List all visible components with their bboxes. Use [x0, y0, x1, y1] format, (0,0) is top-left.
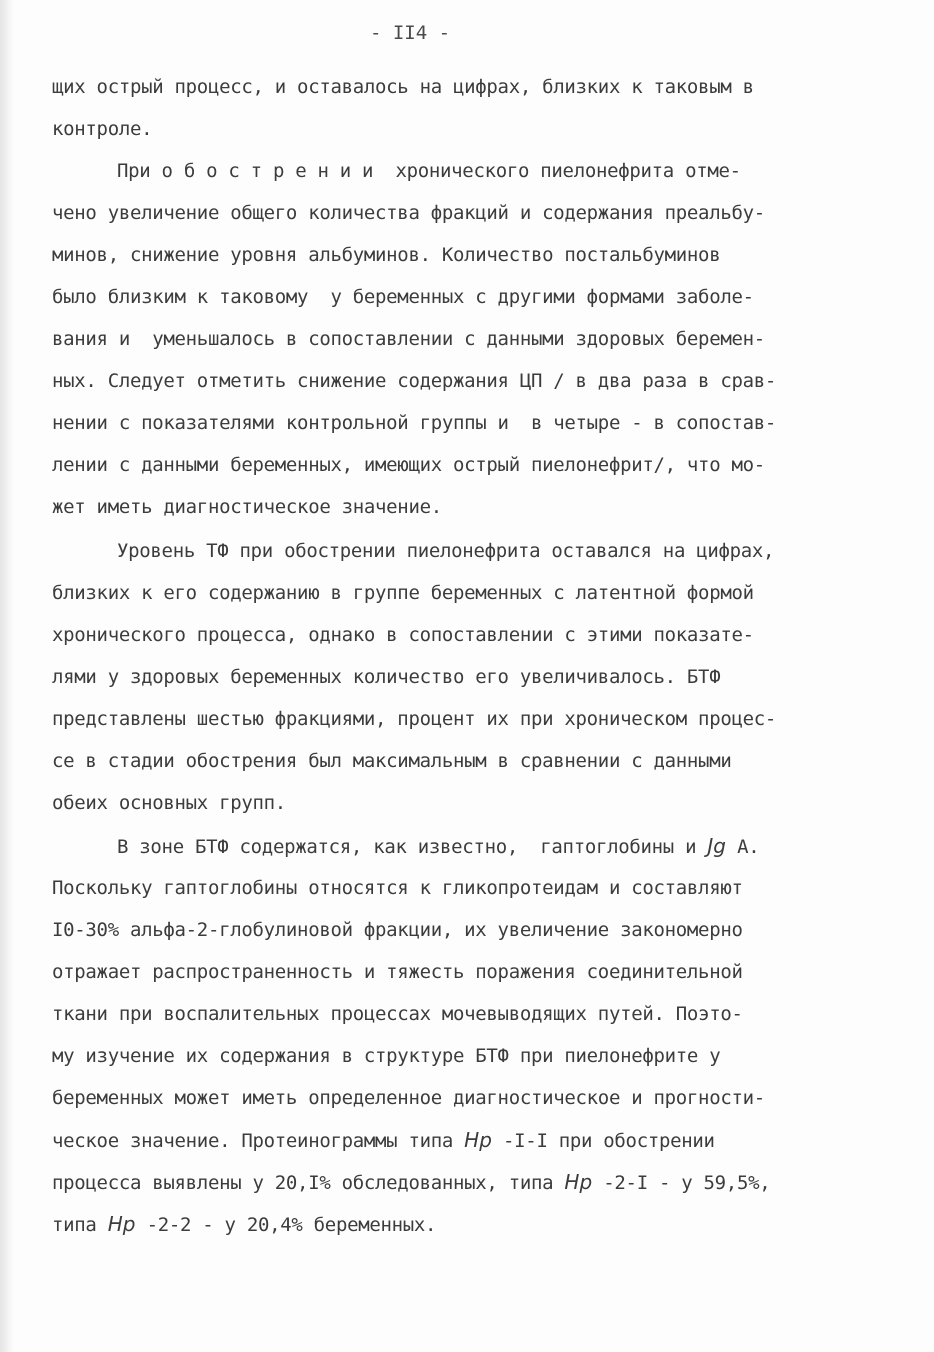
text-line: ческое значение. Протеинограммы типа Hp -I-I при обострении	[52, 1128, 715, 1152]
text-line: вания и уменьшалось в сопоставлении с данными здоровых беремен-	[52, 328, 765, 350]
text-line: минов, снижение уровня альбуминов. Количество постальбуминов	[52, 244, 721, 266]
text-line: ткани при воспалительных процессах мочевыводящих путей. Поэто-	[52, 1003, 743, 1025]
text-line: хронического процесса, однако в сопоставлении с этими показате-	[52, 624, 754, 646]
paragraph-first-line: При о б о с т р е н и и хронического пиелонефрита отме-	[117, 160, 741, 182]
text-line: типа Hp -2-2 - у 20,4% беременных.	[52, 1212, 437, 1236]
text-line: близких к его содержанию в группе беременных с латентной формой	[52, 582, 754, 604]
text-line: было близким к таковому у беременных с другими формами заболе-	[52, 286, 754, 308]
text-line: лении с данными беременных, имеющих острый пиелонефрит/, что мо-	[52, 454, 765, 476]
text-line: процесса выявлены у 20,I% обследованных, типа Hp -2-I - у 59,5%,	[52, 1170, 771, 1194]
paragraph-first-line: В зоне БТФ содержатся, как известно, гаптоглобины и Jg А.	[117, 834, 760, 858]
italic-abbreviation: Jg	[707, 834, 726, 858]
text-line: отражает распространенность и тяжесть поражения соединительной	[52, 961, 743, 983]
text-line: представлены шестью фракциями, процент их при хроническом процес-	[52, 708, 777, 730]
paragraph-first-line: Уровень ТФ при обострении пиелонефрита оставался на цифрах,	[117, 540, 775, 562]
page-left-edge	[0, 0, 14, 1352]
text-line: щих острый процесс, и оставалось на цифрах, близких к таковым в	[52, 76, 754, 98]
text-line: нении с показателями контрольной группы и в четыре - в сопостав-	[52, 412, 777, 434]
italic-abbreviation: Hp	[564, 1170, 593, 1194]
text-line: обеих основных групп.	[52, 792, 286, 814]
text-line: ных. Следует отметить снижение содержания ЦП / в два раза в срав-	[52, 370, 777, 392]
page-number: - II4 -	[369, 22, 451, 44]
italic-abbreviation: Hp	[107, 1212, 136, 1236]
text-line: му изучение их содержания в структуре БТФ при пиелонефрите у	[52, 1045, 721, 1067]
text-line: контроле.	[52, 118, 153, 140]
italic-abbreviation: Hp	[464, 1128, 492, 1152]
text-line: беременных может иметь определенное диагностическое и прогности-	[52, 1087, 765, 1109]
text-line: Поскольку гаптоглобины относятся к гликопротеидам и составляют	[52, 877, 743, 899]
text-line: лями у здоровых беременных количество его увеличивалось. БТФ	[52, 666, 721, 688]
text-line: се в стадии обострения был максимальным в сравнении с данными	[52, 750, 732, 772]
text-line: чено увеличение общего количества фракций и содержания преальбу-	[52, 202, 765, 224]
text-line: жет иметь диагностическое значение.	[52, 496, 442, 518]
text-line: I0-30% альфа-2-глобулиновой фракции, их увеличение закономерно	[52, 919, 743, 941]
